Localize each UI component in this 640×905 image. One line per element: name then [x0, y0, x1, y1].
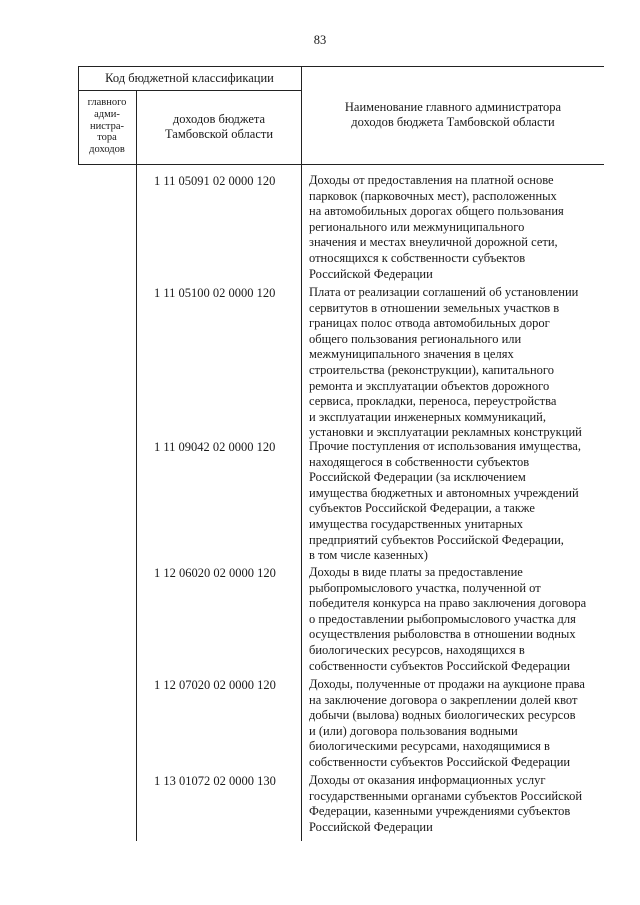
- description-line: Российской Федерации: [309, 266, 433, 281]
- description-line: добычи (вылова) водных биологических ресурсов: [309, 708, 576, 723]
- description-line: общего пользования регионального или: [309, 331, 522, 346]
- description-line: находящегося в собственности субъектов: [309, 454, 530, 469]
- description-line: Доходы, полученные от продажи на аукционе права: [309, 677, 585, 691]
- header-col-revenue-code: [137, 91, 301, 163]
- description-line: строительства (реконструкции), капитального: [309, 362, 554, 377]
- description-line: имущества бюджетных и автономных учреждений: [309, 485, 579, 500]
- header-col-name-line: Наименование главного администратора: [344, 100, 562, 114]
- header-col-admin: [78, 91, 136, 163]
- description-line: и эксплуатации инженерных коммуникаций,: [309, 409, 546, 424]
- description-line: осуществления рыболовства в отношении водных: [309, 627, 576, 642]
- revenue-code: 1 12 07020 02 0000 120: [154, 678, 276, 692]
- description-line: сервиса, прокладки, переноса, переустройства: [309, 394, 557, 409]
- header-col-admin-line: доходов: [89, 144, 125, 156]
- revenue-code: 1 13 01072 02 0000 130: [154, 774, 276, 788]
- revenue-code: 1 11 05091 02 0000 120: [154, 174, 276, 188]
- description-line: и (или) договора пользования водными: [309, 723, 518, 738]
- revenue-description: [309, 773, 601, 835]
- description-line: значения и местах внеуличной дорожной сети,: [309, 235, 558, 250]
- description-line: Российской Федерации: [309, 819, 433, 834]
- description-line: о предоставлении рыбопромыслового участка для: [309, 611, 576, 626]
- description-line: Доходы от оказания информационных услуг: [309, 773, 546, 787]
- revenue-description: [309, 565, 601, 674]
- revenue-description: [309, 173, 601, 282]
- description-line: Плата от реализации соглашений об установлении: [309, 285, 579, 299]
- description-line: установки и эксплуатации рекламных конструкций: [309, 425, 582, 440]
- header-col-revenue-line: Тамбовской области: [164, 127, 274, 141]
- description-line: собственности субъектов Российской Федерации: [309, 754, 571, 769]
- description-line: на заключение договора о закреплении долей квот: [309, 692, 578, 707]
- description-line: биологических ресурсов, находящихся в: [309, 642, 525, 657]
- header-col-name-line: доходов бюджета Тамбовской области: [351, 115, 555, 129]
- description-line: Федерации, казенными учреждениями субъектов: [309, 804, 571, 819]
- description-line: победителя конкурса на право заключения договора: [309, 596, 587, 611]
- revenue-description: [309, 677, 601, 771]
- description-line: собственности субъектов Российской Федерации: [309, 658, 571, 673]
- description-line: парковок (парковочных мест), расположенных: [309, 188, 557, 203]
- revenue-code: 1 12 06020 02 0000 120: [154, 566, 276, 580]
- header-col-name: [302, 67, 604, 163]
- description-line: Доходы от предоставления на платной основе: [309, 173, 554, 187]
- description-line: в том числе казенных): [309, 548, 428, 563]
- description-line: предприятий субъектов Российской Федерации,: [309, 532, 564, 547]
- body-divider-2: [301, 165, 302, 841]
- description-line: Доходы в виде платы за предоставление: [309, 565, 523, 579]
- description-line: ремонта и эксплуатации объектов дорожного: [309, 378, 550, 393]
- header-col-revenue-line: доходов бюджета: [172, 112, 266, 126]
- header-col-admin-line: тора: [97, 132, 117, 144]
- revenue-description: [309, 439, 601, 564]
- description-line: на автомобильных дорогах общего пользования: [309, 204, 564, 219]
- revenue-code: 1 11 05100 02 0000 120: [154, 286, 276, 300]
- description-line: относящихся к собственности субъектов: [309, 250, 526, 265]
- body-divider-1: [136, 165, 137, 841]
- description-line: Прочие поступления от использования имущества,: [309, 439, 581, 453]
- header-col-admin-line: нистра-: [89, 120, 125, 132]
- description-line: Российской Федерации (за исключением: [309, 470, 526, 485]
- description-line: имущества государственных унитарных: [309, 516, 524, 531]
- table-header: [78, 66, 604, 165]
- description-line: субъектов Российской Федерации, а также: [309, 501, 535, 516]
- description-line: регионального или межмуниципального: [309, 219, 525, 234]
- header-col-admin-line: адми-: [94, 108, 120, 120]
- revenue-description: [309, 285, 601, 441]
- kbk-header: Код бюджетной классификации: [78, 67, 301, 91]
- budget-classification-table: [78, 66, 604, 834]
- description-line: границах полос отвода автомобильных дорог: [309, 316, 550, 331]
- description-line: биологическими ресурсами, находящимися в: [309, 739, 550, 754]
- page-number: 83: [313, 33, 327, 47]
- revenue-code: 1 11 09042 02 0000 120: [154, 440, 276, 454]
- description-line: государственными органами субъектов Российской: [309, 788, 583, 803]
- description-line: сервитутов в отношении земельных участков в: [309, 300, 560, 315]
- description-line: рыбопромыслового участка, полученной от: [309, 580, 541, 595]
- header-col-admin-line: главного: [87, 97, 127, 108]
- description-line: межмуниципального значения в целях: [309, 347, 514, 362]
